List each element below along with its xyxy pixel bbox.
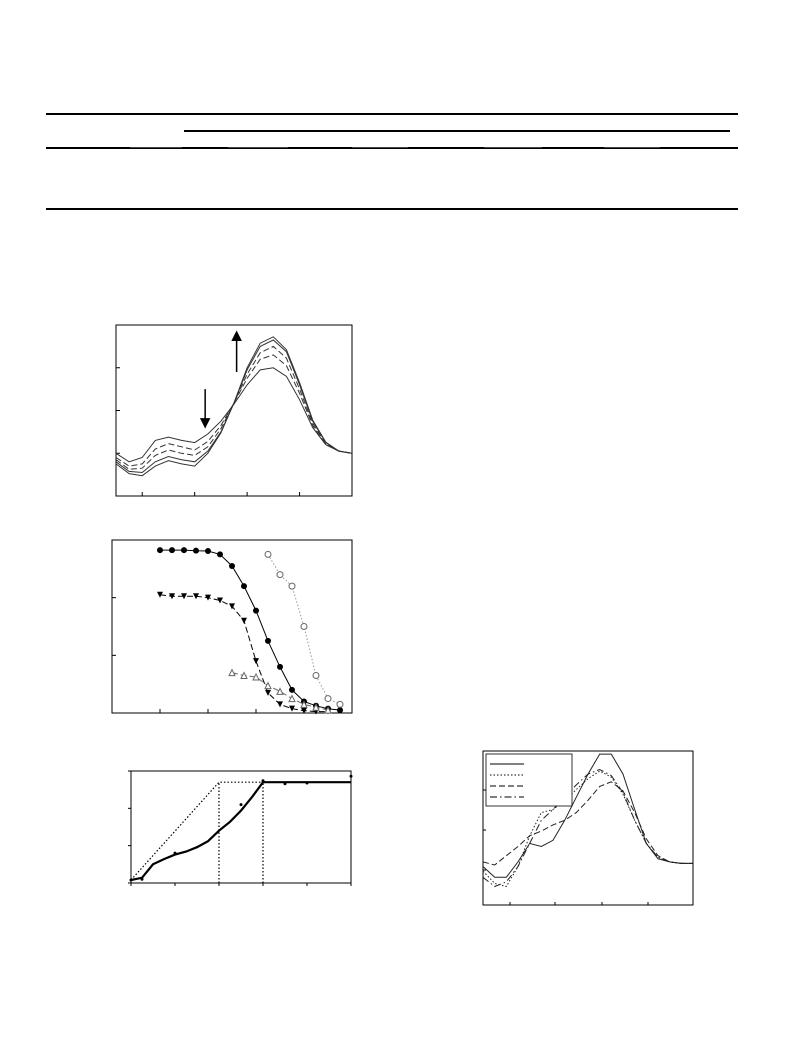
panel-b-point-open-circle — [277, 572, 283, 578]
panel-b-point-open-circle — [301, 624, 307, 630]
panel-c-chart — [128, 771, 353, 886]
panel-b-point-open-circle — [337, 701, 343, 707]
panel-d-chart — [483, 751, 693, 905]
panel-b-point-filled-circle — [229, 563, 235, 569]
panel-a-series-line — [116, 346, 352, 469]
panel-a-chart — [116, 325, 352, 496]
panel-c-point — [130, 879, 133, 882]
panel-b-point-open-triangle — [289, 696, 295, 702]
panel-a-series-line — [116, 337, 352, 476]
panel-c-point — [240, 803, 243, 806]
panel-b-point-open-circle — [289, 583, 295, 589]
panel-c-fit-line — [131, 782, 351, 880]
panel-b-point-filled-circle — [157, 547, 163, 553]
panel-c-point — [350, 775, 353, 778]
panel-b-point-open-circle — [265, 551, 271, 557]
panel-d-legend — [486, 754, 572, 806]
panel-b-point-filled-circle — [337, 707, 343, 713]
panel-c-plot-frame — [131, 771, 351, 883]
panel-b-point-filled-circle — [181, 547, 187, 553]
panel-b-point-filled-circle — [277, 664, 283, 670]
panel-c-point — [141, 878, 144, 881]
panel-b-point-filled-triangle — [277, 701, 283, 707]
panel-c-point — [306, 781, 309, 784]
panel-b-point-open-circle — [325, 696, 331, 702]
panel-b-point-filled-circle — [205, 548, 211, 554]
panel-b-series-line — [160, 595, 328, 712]
panel-c-point — [174, 852, 177, 855]
panel-b-chart — [112, 540, 352, 715]
panel-b-point-filled-circle — [265, 638, 271, 644]
panel-b-point-filled-circle — [241, 583, 247, 589]
panel-a-series-line — [116, 355, 352, 466]
panel-a-plot-frame — [116, 325, 352, 496]
panel-b-point-filled-circle — [169, 547, 175, 553]
panel-b-point-filled-circle — [193, 548, 199, 554]
panel-c-point — [262, 779, 265, 782]
panel-b-point-filled-triangle — [217, 598, 223, 604]
panel-b-point-filled-triangle — [241, 618, 247, 624]
panel-a-series-line — [116, 340, 352, 473]
panel-b-point-open-triangle — [277, 688, 283, 694]
panel-c-point — [284, 782, 287, 785]
panel-b-point-filled-circle — [253, 608, 259, 614]
panel-b-point-filled-circle — [217, 551, 223, 557]
panel-b-point-filled-circle — [289, 687, 295, 693]
panel-b-series-line — [160, 550, 340, 710]
panel-b-point-open-circle — [313, 673, 319, 679]
panel-a-series-line — [116, 368, 352, 462]
panel-b-point-filled-triangle — [253, 658, 259, 664]
